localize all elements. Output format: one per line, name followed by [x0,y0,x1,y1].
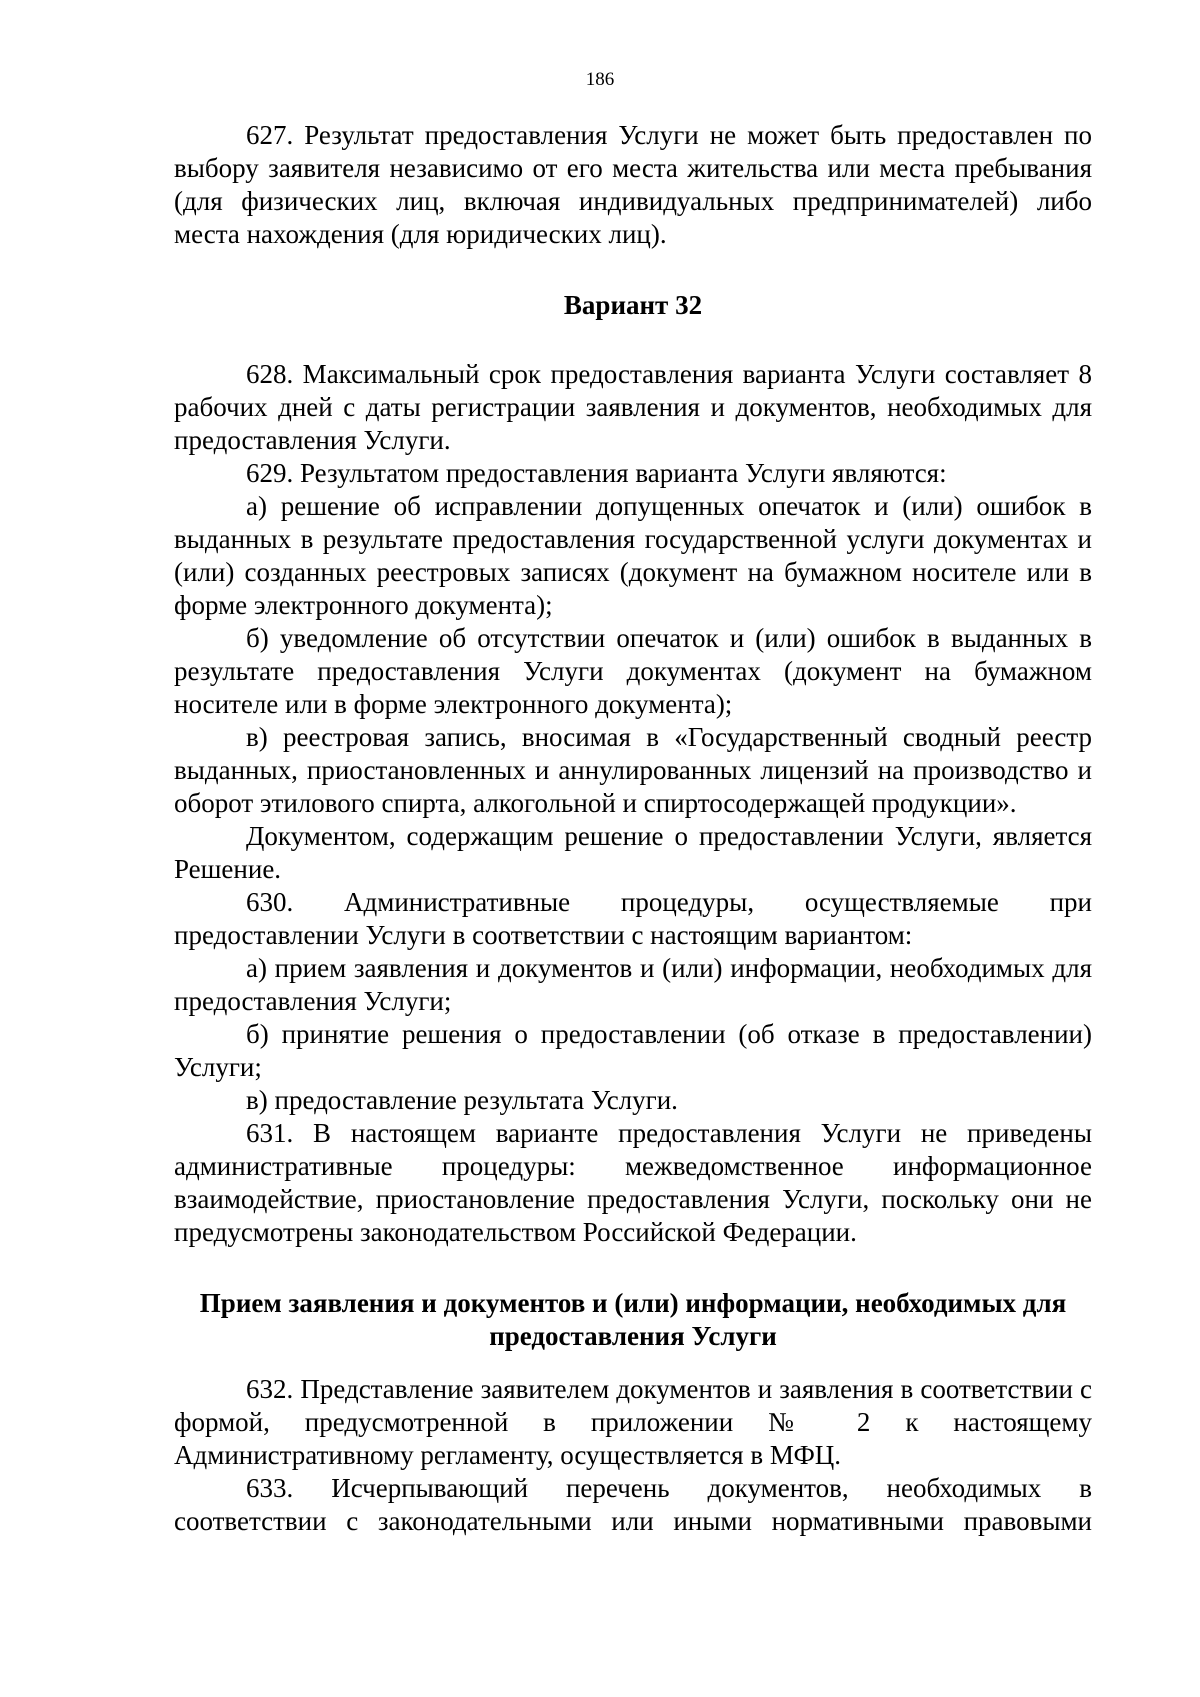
paragraph-629-v: в) реестровая запись, вносимая в «Государственный сводный реестр выданных, приостановленных и аннулированных лицензий на производство и оборот этилового спирта, алкогольной и спиртосодержащей продукции». [174,722,1092,818]
paragraph-630-a: а) прием заявления и документов и (или) информации, необходимых для предоставления Услуги; [174,953,1092,1016]
variant-heading: Вариант 32 [563,290,703,320]
document-body [174,119,1092,1538]
paragraph-630: 630. Административные процедуры, осуществляемые при предоставлении Услуги в соответствии с настоящим вариантом: [174,887,1092,950]
paragraph-629-b: б) уведомление об отсутствии опечаток и (или) ошибок в выданных в результате предоставления Услуги документах (документ на бумажном носителе или в форме электронного документа); [174,623,1092,719]
page-number: 186 [585,69,615,90]
paragraph-628: 628. Максимальный срок предоставления варианта Услуги составляет 8 рабочих дней с даты регистрации заявления и документов, необходимых для предоставления Услуги. [174,359,1092,455]
paragraph-629-a: а) решение об исправлении допущенных опечаток и (или) ошибок в выданных в результате предоставления государственной услуги документах и (или) созданных реестровых записях (документ на бумажном носителе или в форме электронного документа); [174,491,1092,620]
paragraph-633: 633. Исчерпывающий перечень документов, необходимых в соответствии с законодательными или иными нормативными правовыми [174,1473,1092,1536]
paragraph-630-b: б) принятие решения о предоставлении (об отказе в предоставлении) Услуги; [174,1019,1092,1082]
section-heading-line-1: Прием заявления и документов и (или) информации, необходимых для [199,1288,1067,1318]
paragraph-631: 631. В настоящем варианте предоставления Услуги не приведены административные процедуры: межведомственное информационное взаимодействие, приостановление предоставления Услуги, поскольку они не предусмотрены законодательством Российской Федерации. [174,1118,1092,1247]
paragraph-632: 632. Представление заявителем документов и заявления в соответствии с формой, предусмотренной в приложении № 2 к настоящему Административному регламенту, осуществляется в МФЦ. [174,1374,1092,1470]
paragraph-630-v: в) предоставление результата Услуги. [246,1085,678,1115]
paragraph-627: 627. Результат предоставления Услуги не может быть предоставлен по выбору заявителя независимо от его места жительства или места пребывания (для физических лиц, включая индивидуальных предпринимателей) либо места нахождения (для юридических лиц). [174,120,1092,249]
paragraph-629: 629. Результатом предоставления варианта Услуги являются: [246,458,947,488]
paragraph-629-decision-document: Документом, содержащим решение о предоставлении Услуги, является Решение. [174,821,1092,884]
section-heading [174,1287,1092,1353]
section-heading-line-2: предоставления Услуги [489,1321,777,1351]
